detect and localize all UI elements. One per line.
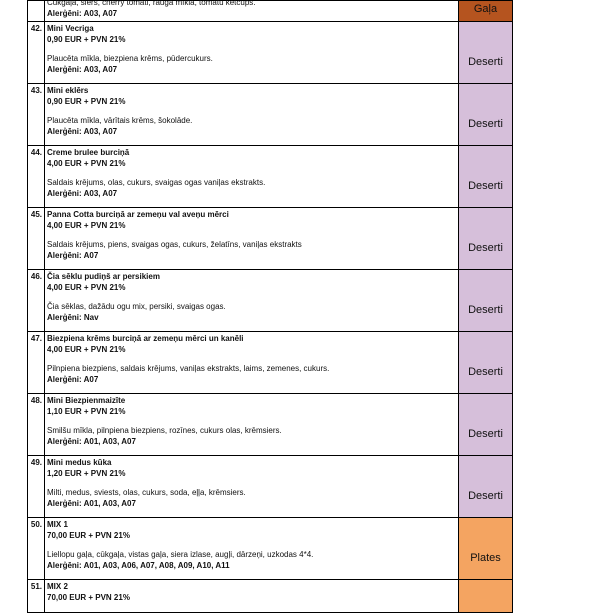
item-description: [45, 1, 459, 22]
item-price: 4,00 EUR + PVN 21%: [47, 283, 126, 292]
item-number: 51.: [28, 580, 45, 613]
item-ingredients: Plaucēta mīkla, vārītais krēms, šokolāde.: [47, 116, 193, 125]
menu-sheet: [27, 0, 512, 613]
item-name: Čia sēklu pudiņš ar persikiem: [47, 272, 160, 281]
category-label: Deserti: [468, 55, 503, 68]
table-row: [28, 1, 513, 22]
item-ingredients: Saldais krējums, piens, svaigas ogas, cukurs, želatīns, vaniļas ekstrakts: [47, 240, 302, 249]
table-row: [28, 84, 513, 146]
category-label: Deserti: [468, 303, 503, 316]
item-number: 47.: [28, 332, 45, 394]
item-number: 46.: [28, 270, 45, 332]
item-allergens: Alerģēni: A03, A07: [47, 9, 118, 18]
item-name: MIX 1: [47, 520, 68, 529]
category-cell: [459, 84, 513, 146]
category-cell: [459, 1, 513, 22]
item-allergens: Alerģēni: A07: [47, 251, 99, 260]
category-label: Deserti: [468, 365, 503, 378]
item-number: 45.: [28, 208, 45, 270]
item-allergens: Alerģēni: Nav: [47, 313, 99, 322]
item-price: 0,90 EUR + PVN 21%: [47, 97, 126, 106]
category-label: Plates: [470, 551, 501, 564]
item-price: 70,00 EUR + PVN 21%: [47, 531, 130, 540]
item-name: Mini Vecriga: [47, 24, 94, 33]
item-number: [28, 1, 45, 22]
item-allergens: Alerģēni: A01, A03, A07: [47, 437, 136, 446]
menu-table: [27, 0, 513, 613]
item-name: Creme brulee burciņā: [47, 148, 130, 157]
category-cell: [459, 456, 513, 518]
category-cell: [459, 332, 513, 394]
item-number: 44.: [28, 146, 45, 208]
category-cell: [459, 518, 513, 580]
item-ingredients: Liellopu gaļa, cūkgaļa, vistas gaļa, siera izlase, augļi, dārzeņi, uzkodas 4*4.: [47, 550, 314, 559]
table-row: [28, 580, 513, 613]
item-allergens: Alerģēni: A01, A03, A07: [47, 499, 136, 508]
item-name: Biezpiena krēms burciņā ar zemeņu mērci un kanēli: [47, 334, 244, 343]
item-name: Mini Biezpienmaizīte: [47, 396, 126, 405]
item-price: 70,00 EUR + PVN 21%: [47, 593, 130, 602]
table-row: [28, 270, 513, 332]
item-description: [45, 208, 459, 270]
item-price: 4,00 EUR + PVN 21%: [47, 159, 126, 168]
category-label: Gaļa: [473, 3, 498, 15]
category-cell: [459, 22, 513, 84]
table-row: [28, 208, 513, 270]
table-row: [28, 518, 513, 580]
item-description: [45, 146, 459, 208]
item-name: MIX 2: [47, 582, 68, 591]
item-price: 4,00 EUR + PVN 21%: [47, 345, 126, 354]
item-ingredients: Čia sēklas, dažādu ogu mix, persiki, svaigas ogas.: [47, 302, 226, 311]
item-description: [45, 332, 459, 394]
category-cell: [459, 394, 513, 456]
item-description: [45, 394, 459, 456]
category-label: Deserti: [468, 427, 503, 440]
item-number: 42.: [28, 22, 45, 84]
item-description: [45, 518, 459, 580]
table-row: [28, 332, 513, 394]
item-allergens: Alerģēni: A01, A03, A06, A07, A08, A09, A10, A11: [47, 561, 230, 570]
item-name: Mini eklērs: [47, 86, 89, 95]
item-price: 1,10 EUR + PVN 21%: [47, 407, 126, 416]
item-name: Panna Cotta burciņā ar zemeņu val aveņu mērci: [47, 210, 229, 219]
item-ingredients: Smilšu mīkla, pilnpiena biezpiens, rozīnes, cukurs olas, krēmsiers.: [47, 426, 282, 435]
item-number: 50.: [28, 518, 45, 580]
item-ingredients: Cūkgaļa, siers, cherry tomāti, rauga mīkla, tomātu ketčups.: [47, 0, 256, 7]
item-description: [45, 456, 459, 518]
item-ingredients: Saldais krējums, olas, cukurs, svaigas ogas vaniļas ekstrakts.: [47, 178, 266, 187]
category-cell: [459, 580, 513, 613]
item-price: 1,20 EUR + PVN 21%: [47, 469, 126, 478]
item-ingredients: Pilnpiena biezpiens, saldais krējums, vaniļas ekstrakts, laims, zemenes, cukurs.: [47, 364, 330, 373]
item-name: Mini medus kūka: [47, 458, 112, 467]
category-label: Deserti: [468, 241, 503, 254]
item-number: 48.: [28, 394, 45, 456]
item-allergens: Alerģēni: A07: [47, 375, 99, 384]
item-description: [45, 22, 459, 84]
item-ingredients: Plaucēta mīkla, biezpiena krēms, pūdercukurs.: [47, 54, 213, 63]
category-cell: [459, 270, 513, 332]
item-allergens: Alerģēni: A03, A07: [47, 127, 118, 136]
table-row: [28, 22, 513, 84]
item-number: 43.: [28, 84, 45, 146]
category-cell: [459, 208, 513, 270]
item-allergens: Alerģēni: A03, A07: [47, 65, 118, 74]
category-label: Deserti: [468, 489, 503, 502]
table-row: [28, 456, 513, 518]
item-price: 4,00 EUR + PVN 21%: [47, 221, 126, 230]
table-row: [28, 394, 513, 456]
item-number: 49.: [28, 456, 45, 518]
category-label: Deserti: [468, 179, 503, 192]
item-description: [45, 270, 459, 332]
category-cell: [459, 146, 513, 208]
category-label: Deserti: [468, 117, 503, 130]
table-row: [28, 146, 513, 208]
item-ingredients: Milti, medus, sviests, olas, cukurs, soda, eļļa, krēmsiers.: [47, 488, 246, 497]
item-description: [45, 580, 459, 613]
item-price: 0,90 EUR + PVN 21%: [47, 35, 126, 44]
item-description: [45, 84, 459, 146]
item-allergens: Alerģēni: A03, A07: [47, 189, 118, 198]
